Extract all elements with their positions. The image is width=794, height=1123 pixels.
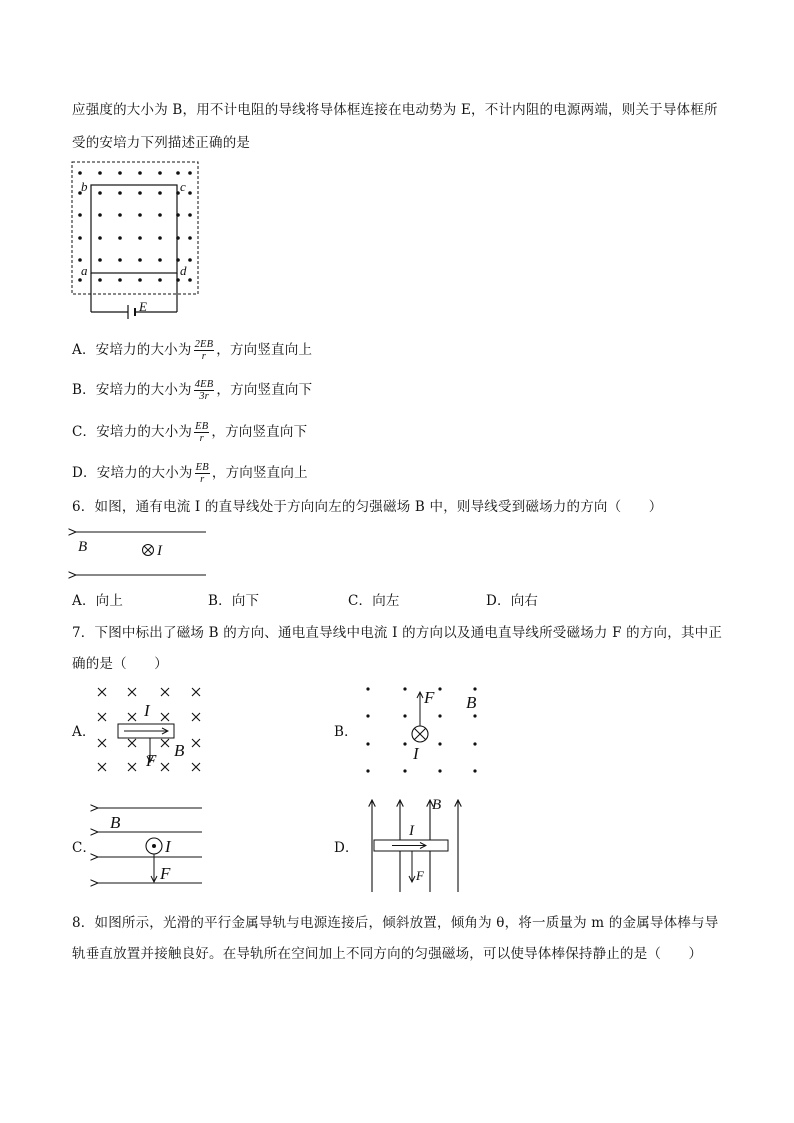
q7-stem-line2: 确的是（ ） bbox=[72, 656, 168, 672]
q7c-label-I: I bbox=[165, 837, 171, 856]
field-cross bbox=[98, 688, 106, 696]
field-dot bbox=[98, 258, 102, 262]
q8-stem-line1: 8．如图所示，光滑的平行金属导轨与电源连接后，倾斜放置，倾角为 θ，将一质量为 m 的金属导体棒与导 bbox=[72, 915, 719, 931]
field-dot bbox=[98, 191, 102, 195]
field-dot bbox=[473, 769, 476, 772]
field-cross bbox=[128, 713, 136, 721]
q7d-label-F: F bbox=[416, 868, 425, 883]
field-dot bbox=[118, 171, 122, 175]
field-cross bbox=[192, 763, 200, 771]
field-dot bbox=[138, 258, 142, 262]
field-dot bbox=[98, 171, 102, 175]
field-dot bbox=[158, 171, 162, 175]
field-cross bbox=[98, 713, 106, 721]
field-dot bbox=[366, 687, 369, 690]
q7b-label-B: B bbox=[466, 693, 477, 712]
q5-label-b: b bbox=[81, 179, 88, 194]
q7-stem-line1: 7．下图中标出了磁场 B 的方向、通电直导线中电流 I 的方向以及通电直导线所受磁场力 F 的方向，其中正 bbox=[72, 625, 723, 641]
q7-option-b-letter: B． bbox=[334, 724, 358, 740]
field-dot bbox=[138, 191, 142, 195]
field-dot bbox=[158, 236, 162, 240]
field-dot bbox=[366, 714, 369, 717]
field-dot bbox=[78, 236, 82, 240]
q6-figure bbox=[72, 524, 212, 584]
field-dot bbox=[366, 742, 369, 745]
field-dot bbox=[158, 258, 162, 262]
field-cross bbox=[192, 688, 200, 696]
field-dot bbox=[366, 769, 369, 772]
field-dot bbox=[438, 742, 441, 745]
field-dot bbox=[138, 236, 142, 240]
field-dot bbox=[158, 191, 162, 195]
field-dot bbox=[403, 769, 406, 772]
field-cross bbox=[128, 739, 136, 747]
field-dot bbox=[118, 213, 122, 217]
field-cross bbox=[98, 763, 106, 771]
q7d-label-I: I bbox=[409, 823, 415, 839]
field-cross bbox=[128, 763, 136, 771]
field-dot bbox=[188, 171, 192, 175]
field-dot bbox=[473, 687, 476, 690]
field-dot bbox=[188, 213, 192, 217]
q5-option-a: A．安培力的大小为 $\frac{2EB}{r}$ ，方向竖直向上 bbox=[72, 339, 313, 362]
q7a-label-F: F bbox=[146, 751, 157, 770]
field-dot bbox=[138, 213, 142, 217]
field-dot bbox=[188, 236, 192, 240]
q5-stem-line1: 应强度的大小为 B，用不计电阻的导线将导体框连接在电动势为 E，不计内阻的电源两端，则关于导体框所 bbox=[72, 102, 718, 118]
field-dot bbox=[188, 191, 192, 195]
q7a-label-I: I bbox=[144, 701, 150, 720]
q6-label-B: B bbox=[78, 539, 88, 555]
field-cross bbox=[192, 739, 200, 747]
q7d-label-B: B bbox=[432, 797, 442, 813]
field-dot bbox=[188, 258, 192, 262]
q7c-label-B: B bbox=[110, 813, 121, 832]
field-dot bbox=[473, 714, 476, 717]
q5-stem-line2: 受的安培力下列描述正确的是 bbox=[72, 135, 251, 151]
q7b-label-F: F bbox=[424, 688, 435, 707]
q6-option-c: C．向左 bbox=[348, 593, 400, 609]
field-dot bbox=[473, 742, 476, 745]
field-dot bbox=[118, 191, 122, 195]
field-dot bbox=[403, 714, 406, 717]
field-cross bbox=[161, 713, 169, 721]
q7-option-a-letter: A． bbox=[72, 724, 96, 740]
q5-option-d: D．安培力的大小为 $\frac{EB}{r}$ ，方向竖直向上 bbox=[72, 462, 308, 485]
q7-option-c-letter: C． bbox=[72, 840, 97, 856]
q5-label-a: a bbox=[81, 263, 88, 278]
field-dot bbox=[138, 278, 142, 282]
field-dot bbox=[438, 687, 441, 690]
q5-label-d: d bbox=[180, 263, 187, 278]
field-cross bbox=[161, 688, 169, 696]
q5-label-E: E bbox=[139, 299, 148, 314]
field-dot bbox=[158, 278, 162, 282]
q6-option-d: D．向右 bbox=[486, 593, 539, 609]
field-dot bbox=[98, 236, 102, 240]
field-dot bbox=[118, 258, 122, 262]
field-cross bbox=[161, 763, 169, 771]
field-dot bbox=[438, 714, 441, 717]
q6-option-a: A．向上 bbox=[72, 593, 124, 609]
q5-option-b: B．安培力的大小为 $\frac{4EB}{3r}$ ，方向竖直向下 bbox=[72, 379, 313, 402]
q7b-label-I: I bbox=[413, 744, 419, 763]
q6-stem: 6．如图，通有电流 I 的直导线处于方向向左的匀强磁场 B 中，则导线受到磁场力的方向（ ） bbox=[72, 499, 663, 515]
field-dot bbox=[78, 213, 82, 217]
q6-label-I: I bbox=[157, 543, 163, 559]
field-cross bbox=[161, 739, 169, 747]
field-dot bbox=[98, 213, 102, 217]
field-dot bbox=[188, 278, 192, 282]
q7c-label-F: F bbox=[160, 864, 171, 883]
q5-option-c: C．安培力的大小为 $\frac{EB}{r}$ ，方向竖直向下 bbox=[72, 421, 308, 444]
q6-option-b: B．向下 bbox=[208, 593, 260, 609]
q8-stem-line2: 轨垂直放置并接触良好。在导轨所在空间加上不同方向的匀强磁场，可以使导体棒保持静止的是（ ） bbox=[72, 946, 703, 962]
field-dot bbox=[98, 278, 102, 282]
field-dot bbox=[403, 742, 406, 745]
field-dot bbox=[118, 278, 122, 282]
field-dot bbox=[176, 171, 180, 175]
q5-label-c: c bbox=[180, 179, 186, 194]
field-cross bbox=[192, 713, 200, 721]
field-dot bbox=[138, 171, 142, 175]
field-dot bbox=[158, 213, 162, 217]
field-dot bbox=[118, 236, 122, 240]
field-cross bbox=[128, 688, 136, 696]
field-dot bbox=[403, 687, 406, 690]
field-dot bbox=[78, 171, 82, 175]
q7-option-d-letter: D． bbox=[334, 840, 359, 856]
field-dot bbox=[438, 769, 441, 772]
field-cross bbox=[98, 739, 106, 747]
q7a-label-B: B bbox=[174, 741, 185, 760]
